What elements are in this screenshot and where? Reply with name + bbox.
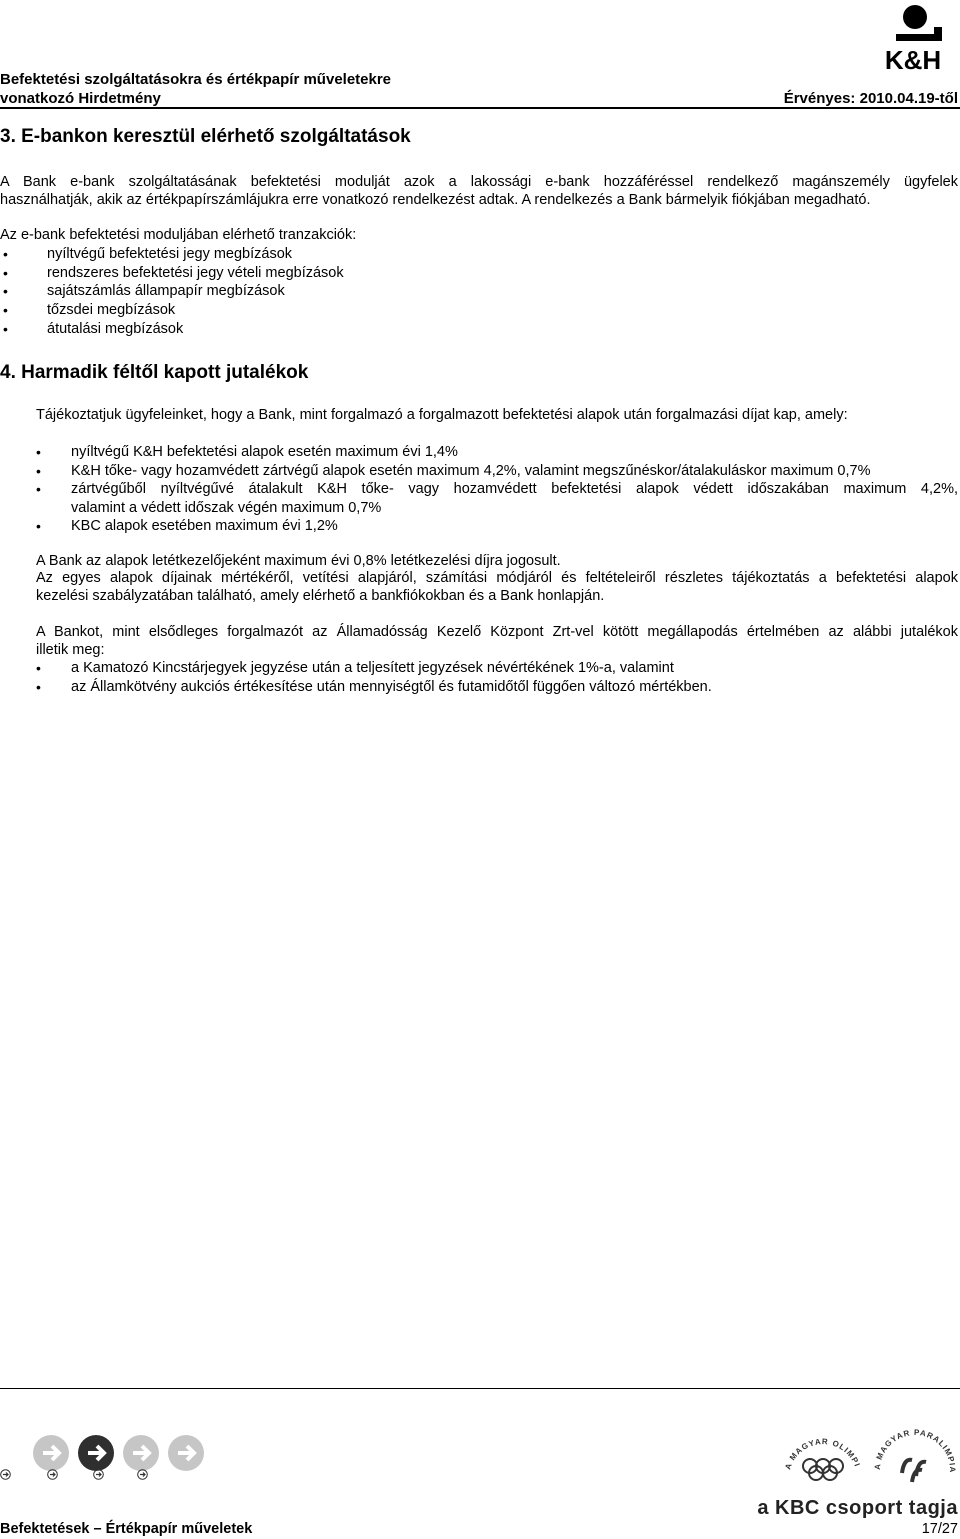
- list-item: • nyíltvégű K&H befektetési alapok esetén maximum évi 1,4%: [36, 443, 958, 462]
- list-item: [36, 480, 958, 517]
- small-arrow-icon[interactable]: [93, 1467, 104, 1478]
- section4-custody: A Bank az alapok letétkezelőjeként maximum évi 0,8% letétkezelési díjra jogosult.: [36, 553, 561, 569]
- section4-fees-line1: Az egyes alapok díjainak mértékéről, vetítési alapjáról, számítási módjáról és feltételeiről részletes tájékoztatás a befektetési alapok: [36, 570, 958, 586]
- list-item: • nyíltvégű befektetési jegy megbízások: [0, 245, 900, 264]
- list-item: • rendszeres befektetési jegy vételi megbízások: [0, 264, 900, 283]
- list-item: • sajátszámlás állampapír megbízások: [0, 282, 900, 301]
- nav-arrow-icon[interactable]: [33, 1435, 69, 1471]
- section4-fees-line2: kezelési szabályzatában található, amely elérhető a bankfiókokban és a Bank honlapján.: [36, 588, 605, 604]
- nav-arrow-icon[interactable]: [123, 1435, 159, 1471]
- list-item-line2: valamint a védett időszak végén maximum 0,7%: [71, 499, 382, 516]
- small-arrow-icon[interactable]: [0, 1467, 11, 1478]
- section4-akk-line2: illetik meg:: [36, 642, 105, 658]
- list-item: • tőzsdei megbízások: [0, 301, 900, 320]
- header-title-line1: Befektetési szolgáltatásokra és értékpapír műveletekre: [0, 71, 392, 88]
- list-item: • a Kamatozó Kincstárjegyek jegyzése után a teljesített jegyzések névértékének 1%-a, valamint: [36, 659, 958, 678]
- section4-akk-list: [36, 659, 958, 696]
- footer-left: Befektetések – Értékpapír műveletek: [0, 1521, 253, 1537]
- section3-list: [0, 245, 900, 339]
- small-arrow-icon[interactable]: [137, 1467, 148, 1478]
- olympic-rings-icon: [780, 1418, 866, 1500]
- section4-akk-line1: A Bankot, mint elsődleges forgalmazót az Államadósság Kezelő Központ Zrt-vel kötött megállapodás értelmében az alábbi jutalékok: [36, 624, 958, 640]
- section4-list: [36, 443, 958, 536]
- header-rule: [0, 107, 960, 109]
- svg-text:A MAGYAR OLIMPIAI CSAPAT BANKJ: A MAGYAR OLIMPI: [783, 1437, 862, 1471]
- list-item: • átutalási megbízások: [0, 320, 900, 339]
- section3-para1-line2: használhatják, akik az értékpapírszámlájukra erre vonatkozó rendelkezést adtak. A rendelkezés a Bank bármelyik fiókjában megadható.: [0, 192, 871, 208]
- section4-intro: Tájékoztatjuk ügyfeleinket, hogy a Bank, mint forgalmazó a forgalmazott befektetési alapok után forgalmazási díjat kap, amely:: [36, 407, 848, 423]
- list-item-line1: • zártvégűből nyíltvégűvé átalakult K&H tőke- vagy hozamvédett befektetési alapok védett időszakában maximum 4,2%,: [71, 481, 958, 497]
- svg-text:A MAGYAR PARALIMPIAI CSAPAT BA: A MAGYAR PARALIMPIA: [872, 1427, 958, 1474]
- kh-logo: [868, 3, 958, 73]
- section3-title: 3. E-bankon keresztül elérhető szolgáltatások: [0, 126, 411, 147]
- section3-intro: Az e-bank befektetési moduljában elérhető tranzakciók:: [0, 227, 357, 243]
- paralympic-team-emblem: [872, 1418, 958, 1500]
- nav-arrow-icon[interactable]: [168, 1435, 204, 1471]
- footer-rule: [0, 1388, 960, 1389]
- kh-logo-text: K&H: [884, 45, 942, 73]
- list-item: • az Államkötvény aukciós értékesítése után mennyiségtől és futamidőtől függően változó mértékben.: [36, 678, 958, 697]
- small-arrow-icon[interactable]: [47, 1467, 58, 1478]
- list-item: • KBC alapok esetében maximum évi 1,2%: [36, 517, 958, 536]
- section3-para1-line1: A Bank e-bank szolgáltatásának befektetési modulját azok a lakossági e-bank hozzáféréssel rendelkező magánszemély ügyfelek: [0, 174, 958, 190]
- header-title-line2: vonatkozó Hirdetmény: [0, 90, 161, 107]
- section4-title: 4. Harmadik féltől kapott jutalékok: [0, 362, 309, 383]
- header-validity: Érvényes: 2010.04.19-től: [783, 90, 958, 107]
- kbc-group-tagline: a KBC csoport tagja: [757, 1497, 958, 1519]
- list-item: • K&H tőke- vagy hozamvédett zártvégű alapok esetén maximum 4,2%, valamint megszűnéskor/átalakuláskor maximum 0,7%: [36, 462, 958, 481]
- paralympic-agitos-icon: [872, 1418, 958, 1500]
- nav-arrow-icon[interactable]: [78, 1435, 114, 1471]
- page-number: 17/27: [921, 1521, 958, 1537]
- olympic-team-emblem: [780, 1418, 866, 1500]
- kh-logo-icon: [868, 3, 958, 73]
